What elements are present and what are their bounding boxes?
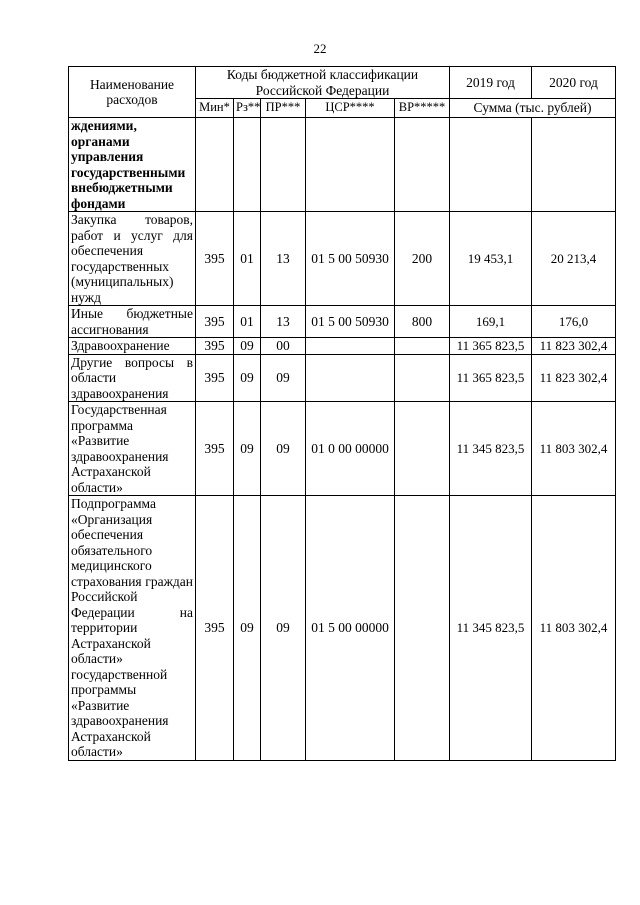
table-row bbox=[69, 338, 616, 355]
row-min: 395 bbox=[196, 402, 234, 496]
header-pr: ПР*** bbox=[261, 99, 306, 118]
row-name: Подпрограмма «Организация обеспечения обязательного медицинского страхования граждан Российской Федерации на территории Астраханской области» государственной программы «Развитие здравоохранения Астраханской области» bbox=[69, 496, 196, 761]
table-row bbox=[69, 402, 616, 496]
row-min: 395 bbox=[196, 212, 234, 306]
row-csr bbox=[306, 118, 395, 212]
row-csr: 01 5 00 00000 bbox=[306, 496, 395, 761]
row-amount-2020: 11 823 302,4 bbox=[532, 354, 616, 402]
row-min: 395 bbox=[196, 354, 234, 402]
row-csr bbox=[306, 338, 395, 355]
row-amount-2019: 11 365 823,5 bbox=[450, 338, 532, 355]
table-row bbox=[69, 354, 616, 402]
row-vr: 200 bbox=[395, 212, 450, 306]
row-pr: 13 bbox=[261, 306, 306, 338]
row-amount-2019: 11 345 823,5 bbox=[450, 402, 532, 496]
row-rz: 01 bbox=[234, 212, 261, 306]
row-amount-2019: 11 345 823,5 bbox=[450, 496, 532, 761]
row-amount-2019: 19 453,1 bbox=[450, 212, 532, 306]
row-pr: 09 bbox=[261, 496, 306, 761]
row-vr bbox=[395, 118, 450, 212]
table-row bbox=[69, 118, 616, 212]
page-number: 22 bbox=[313, 41, 327, 56]
header-year-2019: 2019 год bbox=[450, 67, 532, 99]
row-rz: 09 bbox=[234, 496, 261, 761]
row-amount-2020: 11 823 302,4 bbox=[532, 338, 616, 355]
header-min: Мин* bbox=[196, 99, 234, 118]
row-rz: 09 bbox=[234, 402, 261, 496]
row-amount-2020: 11 803 302,4 bbox=[532, 402, 616, 496]
row-name: Иные бюджетные ассигнования bbox=[69, 306, 196, 338]
row-csr: 01 5 00 50930 bbox=[306, 306, 395, 338]
header-csr: ЦСР**** bbox=[306, 99, 395, 118]
row-name: Закупка товаров, работ и услуг для обеспечения государственных (муниципальных) нужд bbox=[69, 212, 196, 306]
row-pr: 09 bbox=[261, 402, 306, 496]
row-csr: 01 0 00 00000 bbox=[306, 402, 395, 496]
row-rz bbox=[234, 118, 261, 212]
row-amount-2020 bbox=[532, 118, 616, 212]
row-amount-2020: 20 213,4 bbox=[532, 212, 616, 306]
row-rz: 09 bbox=[234, 338, 261, 355]
table-row bbox=[69, 212, 616, 306]
row-amount-2020: 11 803 302,4 bbox=[532, 496, 616, 761]
header-sum: Сумма (тыс. рублей) bbox=[450, 99, 616, 118]
row-rz: 09 bbox=[234, 354, 261, 402]
header-rz: Рз** bbox=[234, 99, 261, 118]
row-rz: 01 bbox=[234, 306, 261, 338]
row-min: 395 bbox=[196, 496, 234, 761]
row-vr bbox=[395, 402, 450, 496]
row-name: Другие вопросы в области здравоохранения bbox=[69, 354, 196, 402]
row-vr: 800 bbox=[395, 306, 450, 338]
row-amount-2019 bbox=[450, 118, 532, 212]
row-min: 395 bbox=[196, 306, 234, 338]
header-vr: ВР***** bbox=[395, 99, 450, 118]
header-year-2020: 2020 год bbox=[532, 67, 616, 99]
row-name: ждениями, органами управления государственными внебюджетными фондами bbox=[69, 118, 196, 212]
row-vr bbox=[395, 496, 450, 761]
header-name: Наименование расходов bbox=[69, 67, 196, 118]
header-codes-group: Коды бюджетной классификации Российской Федерации bbox=[196, 67, 450, 99]
row-amount-2019: 11 365 823,5 bbox=[450, 354, 532, 402]
row-pr: 09 bbox=[261, 354, 306, 402]
row-csr bbox=[306, 354, 395, 402]
row-name: Здравоохранение bbox=[69, 338, 196, 355]
budget-table bbox=[68, 66, 616, 761]
row-pr: 13 bbox=[261, 212, 306, 306]
row-name: Государственная программа «Развитие здравоохранения Астраханской области» bbox=[69, 402, 196, 496]
table-row bbox=[69, 496, 616, 761]
row-vr bbox=[395, 338, 450, 355]
row-pr bbox=[261, 118, 306, 212]
row-pr: 00 bbox=[261, 338, 306, 355]
row-amount-2019: 169,1 bbox=[450, 306, 532, 338]
row-csr: 01 5 00 50930 bbox=[306, 212, 395, 306]
table-row bbox=[69, 306, 616, 338]
row-amount-2020: 176,0 bbox=[532, 306, 616, 338]
row-min: 395 bbox=[196, 338, 234, 355]
row-min bbox=[196, 118, 234, 212]
row-vr bbox=[395, 354, 450, 402]
